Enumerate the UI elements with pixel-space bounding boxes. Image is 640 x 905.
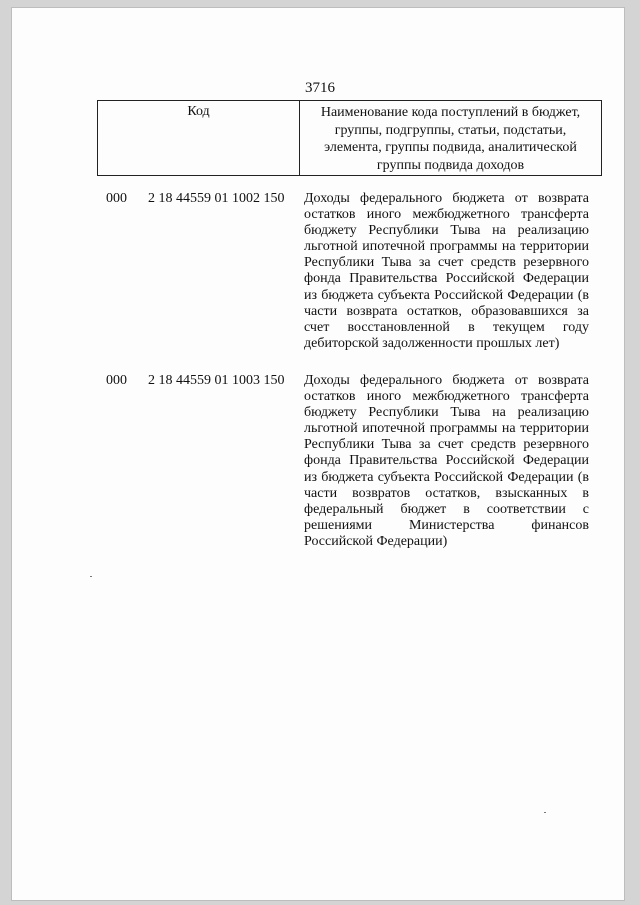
row-description: Доходы федерального бюджета от возврата остатков иного межбюджетного трансферта бюджету Республики Тыва на реализацию льготной ипотечной программы на территории Республики Тыва за счет средств резервного фонда Правительства Российской Федерации из бюджета субъекта Российской Федерации (в части возврата остатков, образовавшихся за счет восстановленной в текущем году дебиторской задолженности прошлых лет) [304,191,589,351]
row-description: Доходы федерального бюджета от возврата остатков иного межбюджетного трансферта бюджету Республики Тыва на реализацию льготной ипотечной программы на территории Республики Тыва за счет средств резервного фонда Правительства Российской Федерации из бюджета субъекта Российской Федерации (в части возвратов остатков, взысканных в федеральный бюджет в соответствии с решениями Министерства финансов Российской Федерации) [304,373,589,549]
header-code-column: Код [98,101,300,175]
page-number: 3716 [305,80,335,96]
row-admin-code: 000 [106,191,127,206]
row-admin-code: 000 [106,373,127,388]
table-row [106,373,606,550]
row-revenue-code: 2 18 44559 01 1003 150 [148,373,285,388]
row-revenue-code: 2 18 44559 01 1002 150 [148,191,285,206]
header-name-column: Наименование кода поступлений в бюджет, группы, подгруппы, статьи, подстатьи, элемента, группы подвида, аналитической группы подвида доходов [320,105,581,173]
table-header [97,100,602,176]
table-row [106,191,606,352]
scan-speck [90,576,92,577]
scan-speck [544,812,546,813]
